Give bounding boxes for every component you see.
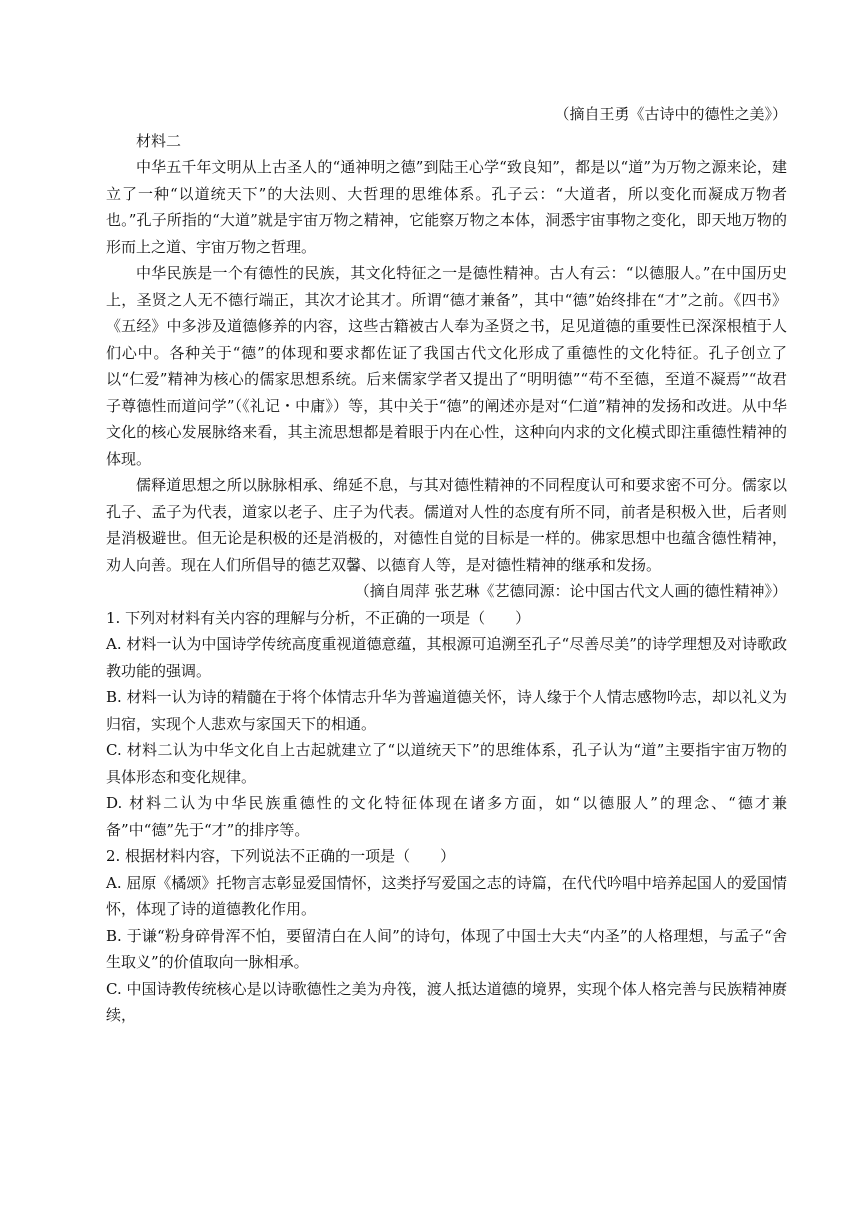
material2-paragraph-2: 中华民族是一个有德性的民族，其文化特征之一是德性精神。古人有云：“以德服人。”在中国历史上，圣贤之人无不德行端正，其次才论其才。所谓“德才兼备”，其中“德”始终排在“才”之前。《四书》《五经》中多涉及道德修养的内容，这些古籍被古人奉为圣贤之书，足见道德的重要性已深深根植于人们心中。各种关于“德”的体现和要求都佐证了我国古代文化形成了重德性的文化特征。孔子创立了以“仁爱”精神为核心的儒家思想系统。后来儒家学者又提出了“明明德”“苟不至德，至道不凝焉”“故君子尊德性而道问学”（《礼记・中庸》）等，其中关于“德”的阐述亦是对“仁道”精神的发扬和改进。从中华文化的核心发展脉络来看，其主流思想都是着眼于内在心性，这种向内求的文化模式即注重德性精神的体现。 bbox=[106, 264, 787, 468]
question1-option-c: C. 材料二认为中华文化自上古起就建立了“以道统天下”的思维体系，孔子认为“道”主要指宇宙万物的具体形态和变化规律。 bbox=[106, 741, 787, 786]
question2-option-c: C. 中国诗教传统核心是以诗歌德性之美为舟筏，渡人抵达道德的境界，实现个体人格完善与民族精神赓续， bbox=[106, 979, 787, 1024]
material2-source: （摘自周萍 张艺琳《艺德同源：论中国古代文人画的德性精神》） bbox=[354, 582, 787, 600]
question1-option-b: B. 材料一认为诗的精髓在于将个体情志升华为普遍道德关怀，诗人缘于个人情志感物吟志，却以礼义为归宿，实现个人悲欢与家国天下的相通。 bbox=[106, 688, 787, 733]
exam-page bbox=[106, 101, 787, 1029]
material2-paragraph-3: 儒释道思想之所以脉脉相承、绵延不息，与其对德性精神的不同程度认可和要求密不可分。儒家以孔子、孟子为代表，道家以老子、庄子为代表。儒道对人性的态度有所不同，前者是积极入世，后者则是消极避世。但无论是积极的还是消极的，对德性自觉的目标是一样的。佛家思想中也蕴含德性精神，劝人向善。现在人们所倡导的德艺双馨、以德育人等，是对德性精神的继承和发扬。 bbox=[106, 476, 787, 574]
question2-option-a: A. 屈原《橘颂》托物言志彰显爱国情怀，这类抒写爱国之志的诗篇，在代代吟唱中培养起国人的爱国情怀，体现了诗的道德教化作用。 bbox=[106, 873, 787, 918]
question1-option-d: D. 材料二认为中华民族重德性的文化特征体现在诸多方面，如“以德服人”的理念、“德才兼备”中“德”先于“才”的排序等。 bbox=[106, 794, 787, 839]
question1-stem: 1. 下列对材料有关内容的理解与分析，不正确的一项是（ ） bbox=[106, 608, 531, 627]
question1-option-a: A. 材料一认为中国诗学传统高度重视道德意蕴，其根源可追溯至孔子“尽善尽美”的诗学理想及对诗歌政教功能的强调。 bbox=[106, 635, 787, 680]
question2-stem: 2. 根据材料内容，下列说法不正确的一项是（ ） bbox=[106, 847, 456, 865]
material1-source: （摘自王勇《古诗中的德性之美》） bbox=[554, 105, 787, 123]
material2-paragraph-1: 中华五千年文明从上古圣人的“通神明之德”到陆王心学“致良知”，都是以“道”为万物之源来论，建立了一种“以道统天下”的大法则、大哲理的思维体系。孔子云：“大道者，所以变化而凝成万物者也。”孔子所指的“大道”就是宇宙万物之精神，它能察万物之本体，洞悉宇宙事物之变化，即天地万物的形而上之道、宇宙万物之哲理。 bbox=[106, 158, 787, 256]
material2-heading: 材料二 bbox=[136, 131, 182, 150]
question2-option-b: B. 于谦“粉身碎骨浑不怕，要留清白在人间”的诗句，体现了中国士大夫“内圣”的人格理想，与孟子“舍生取义”的价值取向一脉相承。 bbox=[106, 926, 787, 971]
